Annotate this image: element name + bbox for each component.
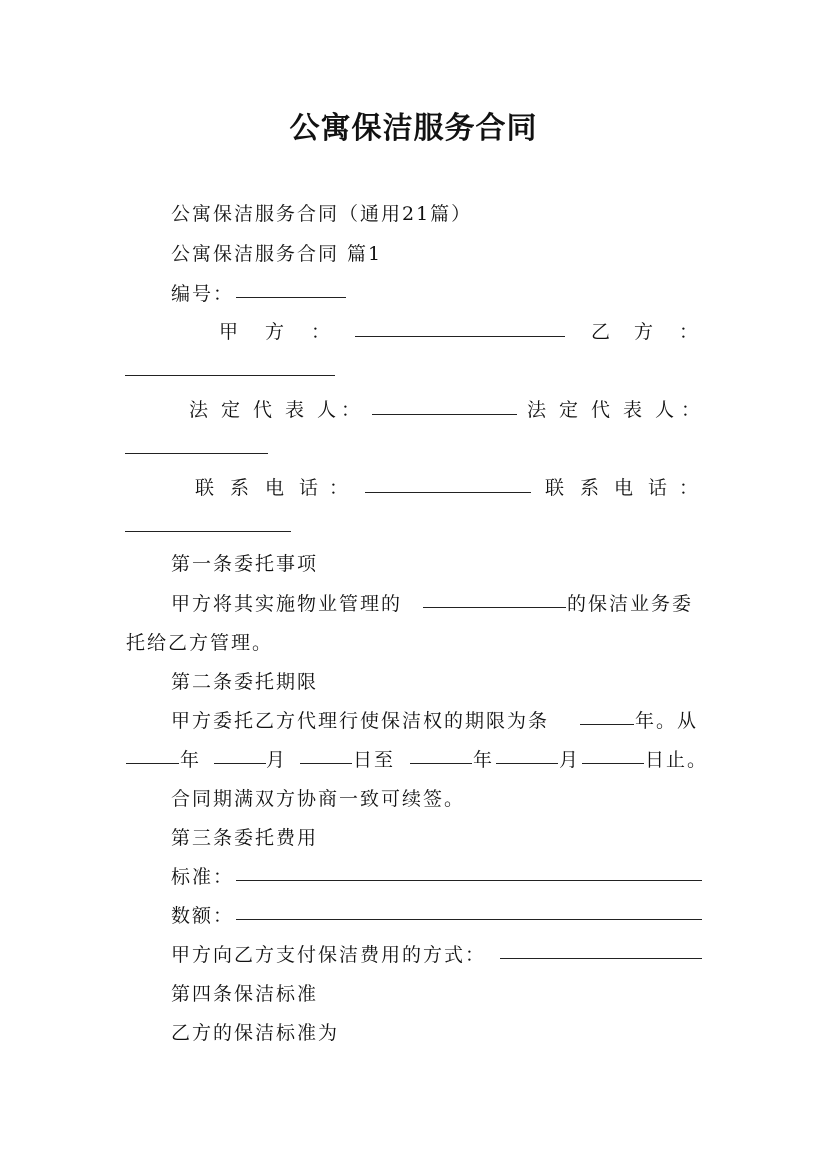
rep-b-colon: ：	[681, 399, 701, 421]
article-4-title: 第四条保洁标准	[171, 983, 319, 1005]
rep-a-char: 表	[285, 399, 305, 421]
article-1-title: 第一条委托事项	[171, 553, 319, 575]
tel-b-char: 话	[648, 477, 668, 499]
rep-b-char: 人	[655, 399, 675, 421]
tel-a-char: 联	[195, 477, 215, 499]
chapter-heading: 公寓保洁服务合同 篇1	[171, 243, 383, 265]
article-1-text-c: 托给乙方管理。	[126, 632, 274, 654]
party-a-blank	[355, 336, 565, 337]
rep-a-char: 法	[189, 399, 209, 421]
end-month-label: 月	[559, 749, 581, 771]
document-title: 公寓保洁服务合同	[289, 111, 538, 146]
amount-label: 数额：	[171, 905, 235, 927]
party-a-char: 甲	[219, 321, 239, 343]
tel-b-char: 系	[580, 477, 600, 499]
tel-b-char: 电	[614, 477, 634, 499]
end-month-blank	[496, 763, 558, 764]
standard-blank	[236, 880, 702, 881]
payment-blank	[500, 958, 702, 959]
party-b-char: 乙	[591, 321, 611, 343]
end-day-blank	[582, 763, 644, 764]
start-year-label: 年	[180, 749, 202, 771]
tel-a-char: 电	[265, 477, 285, 499]
tel-a-char: 话	[299, 477, 319, 499]
rep-b-char: 定	[559, 399, 579, 421]
rep-b-char: 代	[591, 399, 611, 421]
article-2-text-b: 年。从	[635, 710, 699, 732]
tel-a-blank	[365, 492, 531, 493]
tel-a-colon: ：	[329, 477, 349, 499]
standard-label: 标准：	[171, 866, 235, 888]
start-year-blank	[126, 763, 179, 764]
tel-b-char: 联	[545, 477, 565, 499]
rep-a-char: 代	[253, 399, 273, 421]
article-4-text: 乙方的保洁标准为	[171, 1022, 340, 1044]
rep-a-char: 定	[221, 399, 241, 421]
party-b-char: 方	[634, 321, 654, 343]
end-year-blank	[410, 763, 472, 764]
article-2-text-a: 甲方委托乙方代理行使保洁权的期限为条	[171, 710, 550, 732]
article-2-title: 第二条委托期限	[171, 671, 319, 693]
number-blank	[236, 297, 346, 298]
rep-b-char: 法	[527, 399, 547, 421]
amount-blank	[236, 919, 702, 920]
article-1-blank	[423, 607, 566, 608]
rep-b-blank	[125, 453, 268, 454]
term-years-blank	[580, 724, 634, 725]
start-day-label: 日至	[353, 749, 396, 771]
start-day-blank	[300, 763, 352, 764]
rep-a-char: 人	[317, 399, 337, 421]
article-2-text-c: 合同期满双方协商一致可续签。	[171, 788, 466, 810]
start-month-label: 月	[266, 749, 288, 771]
party-a-colon: ：	[311, 321, 331, 343]
tel-b-blank	[125, 531, 291, 532]
payment-label: 甲方向乙方支付保洁费用的方式：	[171, 944, 487, 966]
article-3-title: 第三条委托费用	[171, 827, 319, 849]
end-year-label: 年	[473, 749, 495, 771]
article-1-text-b: 的保洁业务委	[567, 593, 694, 615]
end-day-label: 日止。	[645, 749, 709, 771]
number-label: 编号：	[171, 283, 235, 305]
start-month-blank	[214, 763, 266, 764]
document-heading: 公寓保洁服务合同（通用21篇）	[171, 203, 473, 225]
rep-b-char: 表	[623, 399, 643, 421]
party-b-colon: ：	[679, 321, 699, 343]
party-b-blank	[125, 375, 335, 376]
article-1-text-a: 甲方将其实施物业管理的	[171, 593, 403, 615]
rep-a-colon: ：	[341, 399, 361, 421]
tel-b-colon: ：	[679, 477, 699, 499]
tel-a-char: 系	[230, 477, 250, 499]
party-a-char: 方	[265, 321, 285, 343]
rep-a-blank	[372, 414, 517, 415]
